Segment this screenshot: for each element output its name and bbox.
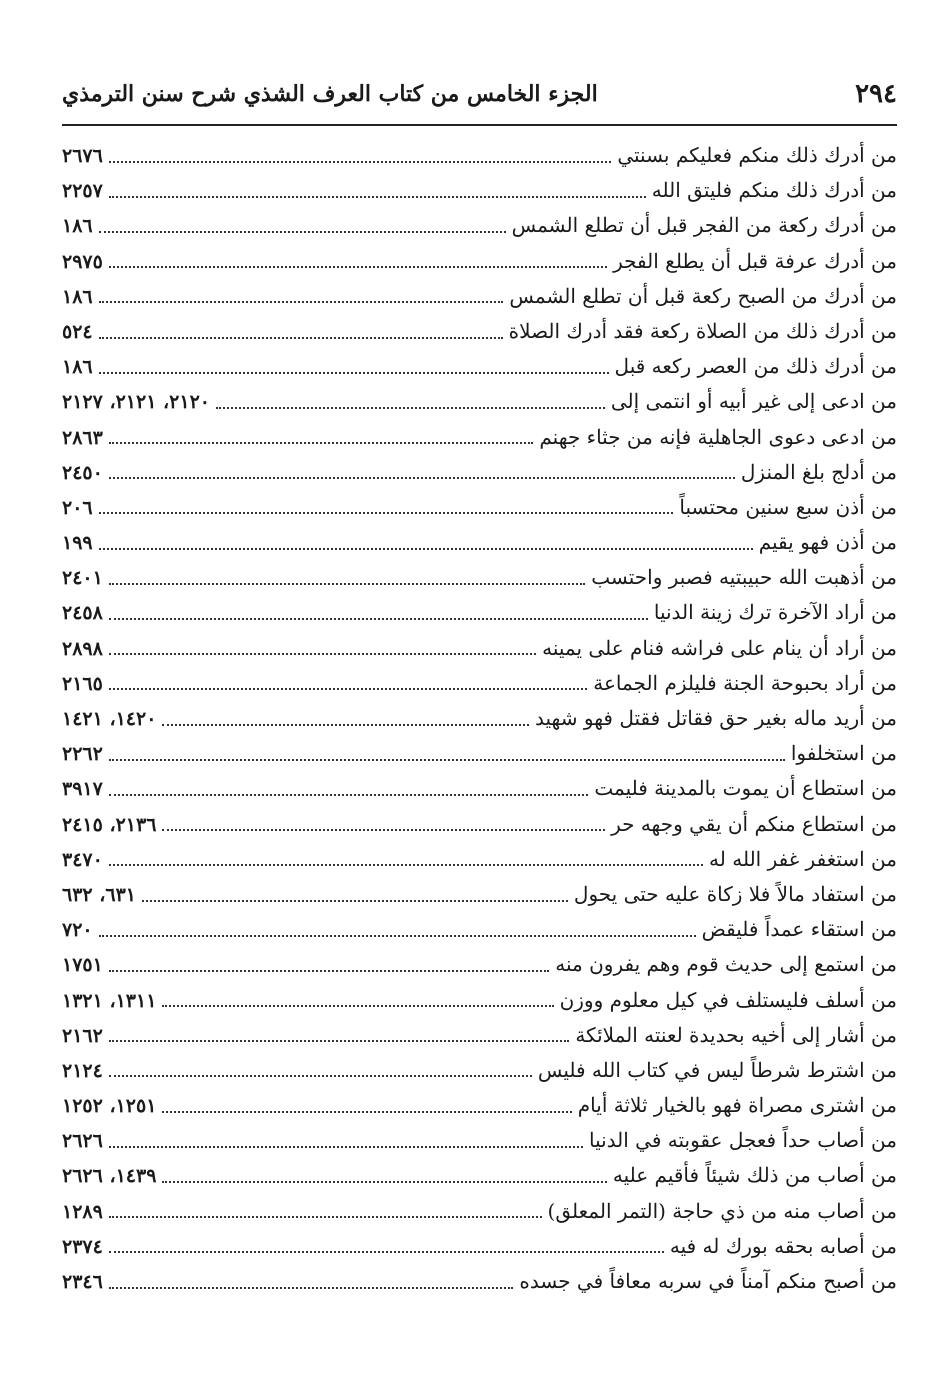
entry-hadith-number: ٥٢٤ <box>62 320 93 343</box>
index-entry <box>62 349 897 384</box>
entry-hadith-number: ٢٤٠١ <box>62 567 103 590</box>
dot-leader <box>99 301 504 303</box>
entry-text: من استغفر غفر الله له <box>709 846 897 871</box>
entry-text: من أراد الآخرة ترك زينة الدنيا <box>653 600 897 625</box>
dot-leader <box>109 1146 583 1148</box>
entry-text: من أشار إلى أخيه بحديدة لعنته الملائكة <box>575 1022 897 1047</box>
index-entry <box>62 736 897 771</box>
index-entry <box>62 701 897 736</box>
entry-hadith-number: ٣٤٧٠ <box>62 848 103 871</box>
entry-text: من أذن فهو يقيم <box>758 530 897 555</box>
dot-leader <box>99 337 503 339</box>
entry-hadith-number: ١٨٦ <box>62 215 93 238</box>
entry-hadith-number: ٢١٦٥ <box>62 672 103 695</box>
entry-hadith-number: ٢٦٢٦ <box>62 1130 103 1153</box>
entry-text: من أدرك من الصبح ركعة قبل أن تطلع الشمس <box>509 283 897 308</box>
entry-hadith-number: ٢٦٧٦ <box>62 145 103 167</box>
entry-hadith-number: ١٤٢٠، ١٤٢١ <box>62 708 157 730</box>
entry-text: من اشترط شرطاً ليس في كتاب الله فليس <box>537 1057 897 1082</box>
entry-text: من أذن سبع سنين محتسباً <box>679 494 897 519</box>
entry-text: من استخلفوا <box>790 741 897 766</box>
entry-text: من أسلف فليستلف في كيل معلوم ووزن <box>559 987 897 1012</box>
entry-text: من أدلج بلغ المنزل <box>740 459 897 484</box>
dot-leader <box>162 1005 553 1007</box>
header-rule <box>62 124 897 126</box>
index-entry <box>62 208 897 243</box>
entry-text: من أصابه بحقه بورك له فيه <box>669 1233 897 1258</box>
entry-text: من أدرك ذلك منكم فليتق الله <box>651 178 897 203</box>
entry-text: من أذهبت الله حبيبتيه فصبر واحتسب <box>591 565 897 590</box>
running-title: الجزء الخامس من كتاب العرف الشذي شرح سنن الترمذي <box>62 81 598 107</box>
index-entry <box>62 842 897 877</box>
entry-hadith-number: ٢٤٥٨ <box>62 602 103 625</box>
dot-leader <box>216 407 605 409</box>
index-entry <box>62 807 897 842</box>
entry-hadith-number: ٣٩١٧ <box>62 778 103 801</box>
page-number: ٢٩٤ <box>855 79 897 109</box>
index-entry <box>62 455 897 490</box>
dot-leader <box>162 1181 606 1183</box>
entry-hadith-number: ٢٤٥٠ <box>62 461 103 484</box>
dot-leader <box>99 935 696 937</box>
index-entry <box>62 1123 897 1158</box>
dot-leader <box>142 900 568 902</box>
entry-text: من أريد ماله بغير حق فقاتل فقتل فهو شهيد <box>535 706 897 730</box>
index-entry <box>62 420 897 455</box>
index-entry <box>62 173 897 208</box>
entry-text: من اشترى مصراة فهو بالخيار ثلاثة أيام <box>577 1093 897 1118</box>
dot-leader <box>109 759 785 761</box>
entry-text: من أصاب منه من ذي حاجة (التمر المعلق) <box>547 1198 897 1223</box>
index-entry <box>62 314 897 349</box>
entry-text: من أدرك ركعة من الفجر قبل أن تطلع الشمس <box>511 213 897 238</box>
entry-hadith-number: ٢٣٧٤ <box>62 1235 103 1258</box>
dot-leader <box>109 161 612 163</box>
dot-leader <box>162 1111 571 1113</box>
index-entry <box>62 244 897 279</box>
dot-leader <box>162 829 605 831</box>
index-entry <box>62 490 897 525</box>
dot-leader <box>109 583 585 585</box>
dot-leader <box>109 794 589 796</box>
entry-text: من أدرك عرفة قبل أن يطلع الفجر <box>613 248 897 273</box>
entry-text: من استقاء عمداً فليقض <box>701 917 897 942</box>
dot-leader <box>109 477 735 479</box>
index-entry <box>62 1264 897 1299</box>
index-entry <box>62 947 897 982</box>
hadith-index-list <box>62 138 897 1299</box>
dot-leader <box>109 1287 514 1289</box>
dot-leader <box>109 196 646 198</box>
entry-hadith-number: ١٣١١، ١٣٢١ <box>62 989 157 1012</box>
dot-leader <box>99 548 753 550</box>
index-entry <box>62 1018 897 1053</box>
running-head <box>62 72 897 120</box>
index-entry <box>62 912 897 947</box>
index-entry <box>62 983 897 1018</box>
entry-text: من أدرك ذلك من الصلاة ركعة فقد أدرك الصلاة <box>508 318 897 343</box>
dot-leader <box>109 653 536 655</box>
entry-hadith-number: ١٩٩ <box>62 532 93 555</box>
entry-text: من ادعى إلى غير أبيه أو انتمى إلى <box>610 389 897 414</box>
index-entry <box>62 384 897 419</box>
dot-leader <box>109 688 587 690</box>
index-entry <box>62 877 897 912</box>
dot-leader <box>109 970 549 972</box>
dot-leader <box>109 1251 664 1253</box>
dot-leader <box>109 1075 532 1077</box>
entry-hadith-number: ١٢٥١، ١٢٥٢ <box>62 1095 157 1118</box>
entry-hadith-number: ٦٣١، ٦٣٢ <box>62 883 136 906</box>
entry-text: من أدرك ذلك من العصر ركعه قبل <box>614 354 897 379</box>
entry-hadith-number: ٢١٢٤ <box>62 1059 103 1082</box>
entry-text: من استفاد مالاً فلا زكاة عليه حتى يحول <box>573 881 897 906</box>
entry-text: من أصبح منكم آمناً في سربه معافاً في جسده <box>519 1269 897 1293</box>
dot-leader <box>162 724 529 726</box>
index-entry <box>62 666 897 701</box>
dot-leader <box>109 442 534 444</box>
dot-leader <box>109 618 648 620</box>
index-entry <box>62 771 897 806</box>
entry-text: من استطاع منكم أن يقي وجهه حر <box>611 811 897 836</box>
entry-text: من أصاب حداً فعجل عقوبته في الدنيا <box>588 1128 897 1153</box>
dot-leader <box>99 231 506 233</box>
entry-hadith-number: ٢٣٤٦ <box>62 1271 103 1293</box>
entry-text: من أراد أن ينام على فراشه فنام على يمينه <box>542 635 897 660</box>
entry-hadith-number: ٢٨٩٨ <box>62 637 103 660</box>
index-entry <box>62 1088 897 1123</box>
index-entry <box>62 1158 897 1193</box>
entry-hadith-number: ٢١٢٠، ٢١٢١، ٢١٢٧ <box>62 391 210 414</box>
entry-hadith-number: ١٨٦ <box>62 356 93 379</box>
entry-text: من أراد بحبوحة الجنة فليلزم الجماعة <box>593 670 897 695</box>
index-entry <box>62 595 897 630</box>
entry-text: من أصاب من ذلك شيئاً فأقيم عليه <box>612 1163 897 1188</box>
index-entry <box>62 1053 897 1088</box>
dot-leader <box>109 266 607 268</box>
entry-hadith-number: ٢٠٦ <box>62 496 93 519</box>
entry-text: من استمع إلى حديث قوم وهم يفرون منه <box>555 952 897 977</box>
entry-text: من استطاع أن يموت بالمدينة فليمت <box>594 776 897 801</box>
dot-leader <box>109 1040 569 1042</box>
entry-hadith-number: ٢١٦٢ <box>62 1024 103 1047</box>
index-entry <box>62 1194 897 1229</box>
index-entry <box>62 525 897 560</box>
index-entry <box>62 560 897 595</box>
entry-hadith-number: ١٧٥١ <box>62 954 103 977</box>
entry-hadith-number: ٢٩٧٥ <box>62 250 103 273</box>
dot-leader <box>99 372 609 374</box>
entry-hadith-number: ١٢٨٩ <box>62 1200 103 1223</box>
index-entry <box>62 1229 897 1264</box>
entry-text: من ادعى دعوى الجاهلية فإنه من جثاء جهنم <box>539 424 897 449</box>
entry-hadith-number: ١٨٦ <box>62 285 93 308</box>
entry-hadith-number: ٢١٣٦، ٢٤١٥ <box>62 813 157 836</box>
entry-hadith-number: ٢٢٦٢ <box>62 743 103 766</box>
dot-leader <box>109 864 703 866</box>
entry-text: من أدرك ذلك منكم فعليكم بسنتي <box>617 143 897 167</box>
entry-hadith-number: ١٤٣٩، ٢٦٢٦ <box>62 1165 157 1188</box>
entry-hadith-number: ٢٢٥٧ <box>62 180 103 203</box>
entry-hadith-number: ٧٢٠ <box>62 919 93 942</box>
entry-hadith-number: ٢٨٦٣ <box>62 426 103 449</box>
dot-leader <box>109 1216 542 1218</box>
index-entry <box>62 138 897 173</box>
index-entry <box>62 631 897 666</box>
dot-leader <box>99 512 674 514</box>
index-entry <box>62 279 897 314</box>
